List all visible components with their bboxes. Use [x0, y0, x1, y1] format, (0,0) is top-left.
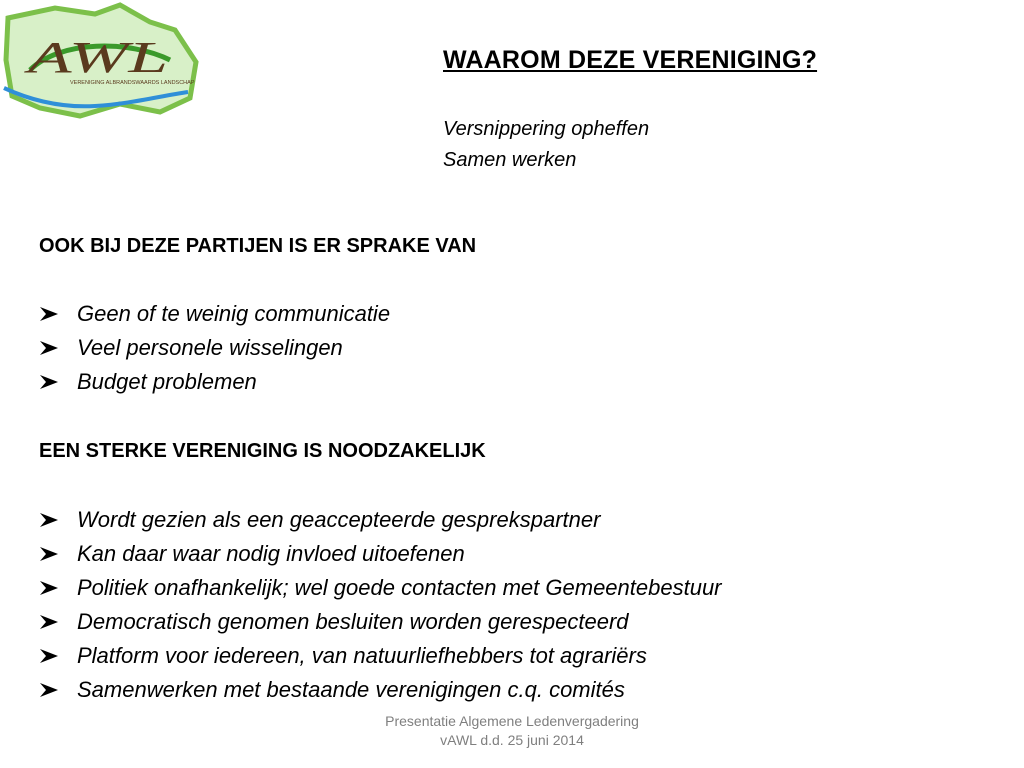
section-heading: EEN STERKE VERENIGING IS NOODZAKELIJK	[39, 440, 486, 462]
list-item	[39, 503, 722, 537]
list-item	[39, 571, 722, 605]
list-item	[39, 639, 722, 673]
arrowhead-bullet-icon	[39, 614, 77, 630]
list-item-text: Samenwerken met bestaande verenigingen c.q. comités	[77, 677, 625, 702]
subtitle-line: Samen werken	[443, 149, 577, 171]
list-item	[39, 537, 722, 571]
list-item	[39, 605, 722, 639]
list-item	[39, 297, 390, 331]
slide-footer	[312, 712, 712, 750]
arrowhead-bullet-icon	[39, 648, 77, 664]
arrowhead-bullet-icon	[39, 306, 77, 322]
arrowhead-bullet-icon	[39, 512, 77, 528]
logo-letters: AWL	[23, 33, 168, 82]
footer-line: vAWL d.d. 25 juni 2014	[440, 732, 584, 748]
list-item	[39, 673, 722, 707]
list-item-text: Democratisch genomen besluiten worden gerespecteerd	[77, 609, 629, 634]
arrowhead-bullet-icon	[39, 546, 77, 562]
slide-title: WAAROM DEZE VERENIGING?	[443, 46, 818, 74]
list-item	[39, 365, 390, 399]
list-item-text: Wordt gezien als een geaccepteerde gesprekspartner	[77, 507, 601, 532]
list-item-text: Budget problemen	[77, 369, 257, 394]
bullet-list	[39, 297, 390, 399]
list-item-text: Platform voor iedereen, van natuurliefhebbers tot agrariërs	[77, 643, 647, 668]
awl-logo	[0, 0, 200, 135]
list-item-text: Kan daar waar nodig invloed uitoefenen	[77, 541, 465, 566]
section-heading: OOK BIJ DEZE PARTIJEN IS ER SPRAKE VAN	[39, 235, 477, 257]
arrowhead-bullet-icon	[39, 374, 77, 390]
list-item-text: Geen of te weinig communicatie	[77, 301, 391, 326]
footer-line: Presentatie Algemene Ledenvergadering	[385, 713, 639, 729]
arrowhead-bullet-icon	[39, 340, 77, 356]
list-item	[39, 331, 390, 365]
arrowhead-bullet-icon	[39, 580, 77, 596]
logo-tagline: VERENIGING ALBRANDSWAARDS LANDSCHAP	[70, 80, 195, 86]
subtitle-line: Versnippering opheffen	[443, 118, 650, 140]
list-item-text: Politiek onafhankelijk; wel goede contacten met Gemeentebestuur	[77, 575, 722, 600]
slide-subtitles	[443, 114, 649, 176]
bullet-list	[39, 503, 722, 707]
arrowhead-bullet-icon	[39, 682, 77, 698]
list-item-text: Veel personele wisselingen	[77, 335, 343, 360]
awl-logo-graphic	[0, 0, 200, 135]
